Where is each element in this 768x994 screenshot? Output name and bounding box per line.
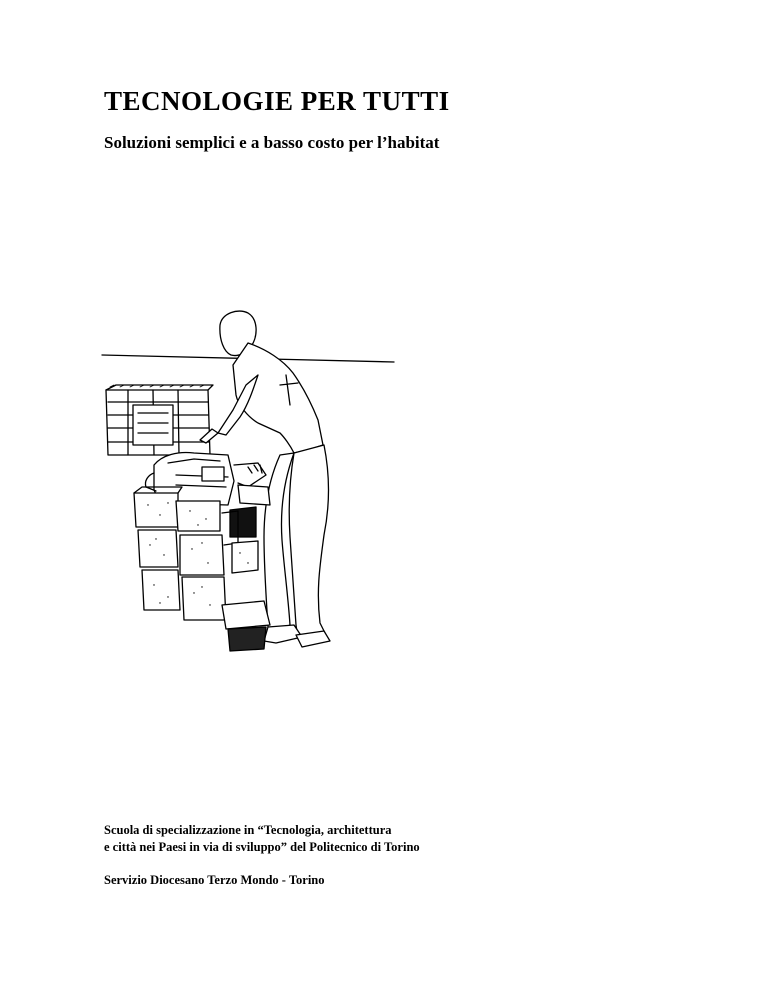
book-title: TECNOLOGIE PER TUTTI xyxy=(104,86,450,116)
book-subtitle: Soluzioni semplici e a basso costo per l’habitat xyxy=(104,133,440,152)
stool xyxy=(222,601,270,651)
publisher-line: Servizio Diocesano Terzo Mondo - Torino xyxy=(104,873,325,887)
block-stack-front xyxy=(134,487,258,620)
credits-line-2: e città nei Paesi in via di sviluppo” del Politecnico di Torino xyxy=(104,840,420,854)
school-credits xyxy=(104,822,420,856)
block-stack-background xyxy=(106,385,213,455)
cover-illustration xyxy=(98,305,398,660)
credits-line-1: Scuola di specializzazione in “Tecnologia, architettura xyxy=(104,823,392,837)
